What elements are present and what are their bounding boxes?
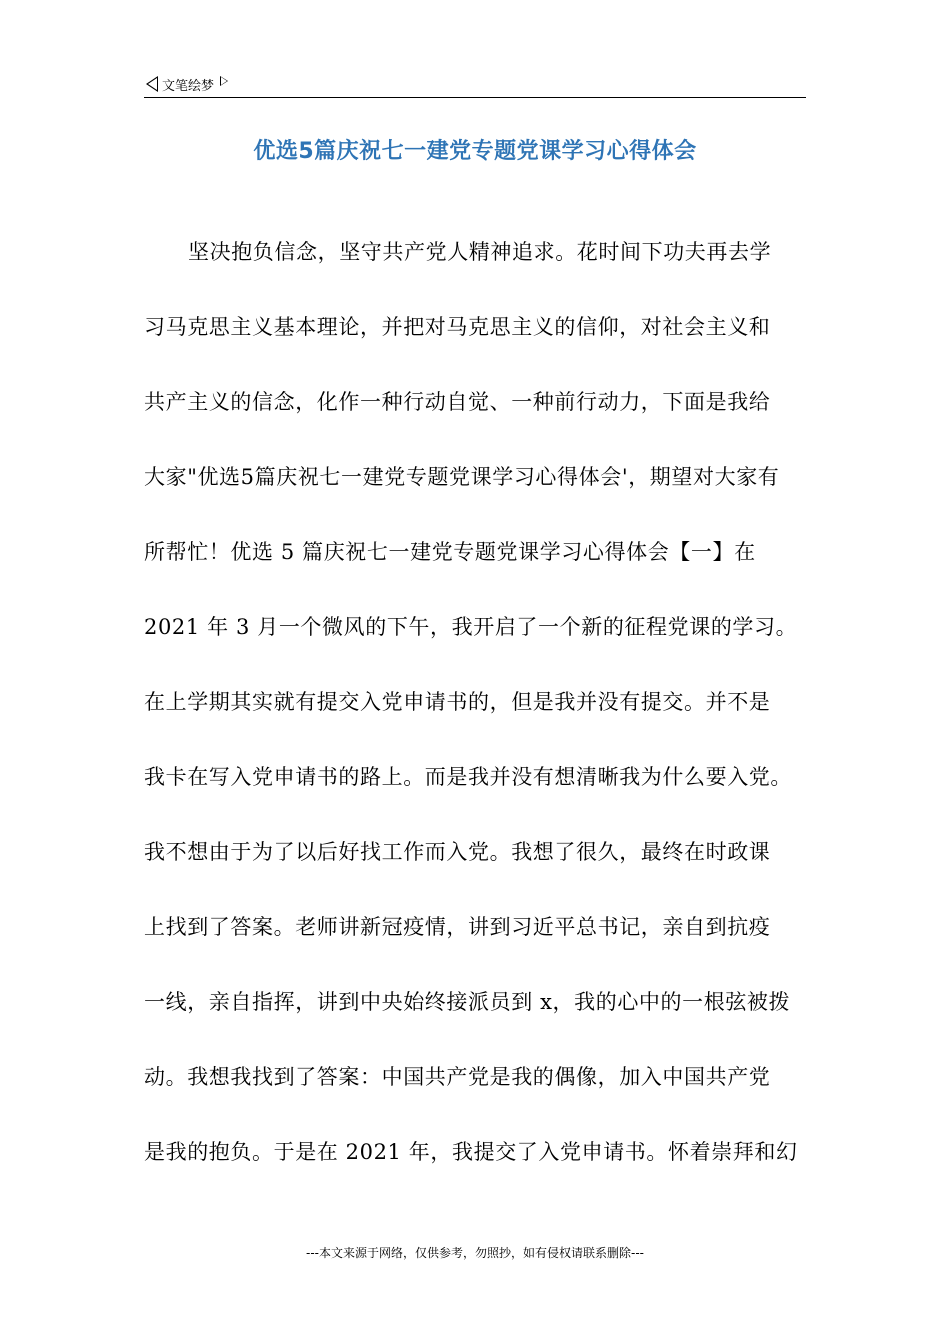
body-line: 坚决抱负信念，坚守共产党人精神追求。花时间下功夫再去学 <box>188 240 772 264</box>
body-line: 动。我想我找到了答案：中国共产党是我的偶像，加入中国共产党 <box>144 1065 771 1089</box>
body-line: 在上学期其实就有提交入党申请书的，但是我并没有提交。并不是 <box>144 690 771 714</box>
header-brand: 文笔绘梦 <box>162 78 215 94</box>
body-line: 2021 年 3 月一个微风的下午，我开启了一个新的征程党课的学习。 <box>144 615 798 639</box>
triangle-right-icon <box>220 76 228 86</box>
body-line: 所帮忙！优选 5 篇庆祝七一建党专题党课学习心得体会【一】在 <box>144 540 756 564</box>
document-body <box>144 230 808 1205</box>
body-line: 共产主义的信念，化作一种行动自觉、一种前行动力，下面是我给 <box>144 390 771 414</box>
document-title: 优选5篇庆祝七一建党专题党课学习心得体会 <box>253 139 697 164</box>
body-line: 上找到了答案。老师讲新冠疫情，讲到习近平总书记，亲自到抗疫 <box>144 915 771 939</box>
body-line: 习马克思主义基本理论，并把对马克思主义的信仰，对社会主义和 <box>144 315 771 339</box>
triangle-left-icon <box>146 76 158 92</box>
footer-notice: ---本文来源于网络，仅供参考，勿照抄，如有侵权请联系删除--- <box>306 1246 644 1260</box>
body-line: 一线，亲自指挥，讲到中央始终接派员到 x，我的心中的一根弦被拨 <box>144 990 791 1014</box>
body-line: 大家"优选5篇庆祝七一建党专题党课学习心得体会'，期望对大家有 <box>144 465 780 489</box>
header-divider <box>144 97 806 98</box>
body-line: 是我的抱负。于是在 2021 年，我提交了入党申请书。怀着崇拜和幻 <box>144 1140 798 1164</box>
body-line: 我卡在写入党申请书的路上。而是我并没有想清晰我为什么要入党。 <box>144 765 792 789</box>
page-header <box>146 72 228 96</box>
body-line: 我不想由于为了以后好找工作而入党。我想了很久，最终在时政课 <box>144 840 771 864</box>
